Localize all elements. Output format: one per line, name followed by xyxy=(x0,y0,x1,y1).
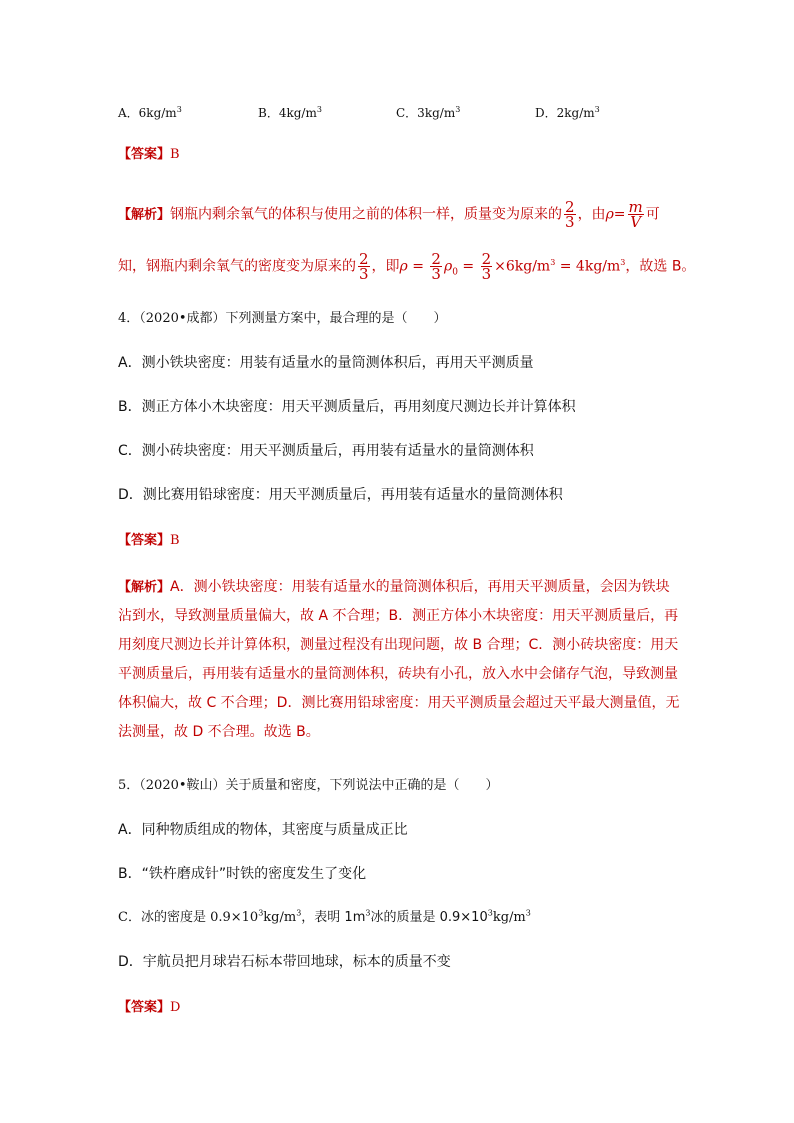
superscript: 3 xyxy=(365,908,371,918)
option-text: ，表明 1m xyxy=(301,910,366,925)
answer-value: B xyxy=(170,147,180,162)
answer-value: D xyxy=(170,1000,181,1015)
fraction-two-thirds: $\frac{2}{3}$ xyxy=(481,250,492,283)
option-text: C．冰的密度是 0.9×10 xyxy=(118,910,259,925)
analysis-text: = 4kg/m xyxy=(555,258,621,275)
answer-label: 【答案】 xyxy=(118,533,171,548)
q5-option-b: B．“铁杵磨成针”时铁的密度发生了变化 xyxy=(118,866,367,882)
q4-option-a: A．测小铁块密度：用装有适量水的量筒测体积后，再用天平测质量 xyxy=(118,355,534,371)
q5-stem: 5．（2020•鞍山）关于质量和密度，下列说法中正确的是（ ） xyxy=(118,778,499,793)
analysis-label: 【解析】 xyxy=(118,580,171,595)
q4-analysis-line-5: 体积偏大，故 C 不合理；D．测比赛用铅球密度：用天平测质量会超过天平最大测量值，无 xyxy=(118,695,680,711)
q4-option-b: B．测正方体小木块密度：用天平测质量后，再用刻度尺测边长并计算体积 xyxy=(118,399,576,415)
analysis-text: 知，钢瓶内剩余氧气的密度变为原来的 xyxy=(118,258,356,275)
q3-option-b: B．$4kg/m^3$ xyxy=(258,105,322,120)
answer-label: 【答案】 xyxy=(118,147,171,162)
q3-option-d: D．$2kg/m^3$ xyxy=(535,105,600,120)
option-text: kg/m xyxy=(263,910,297,925)
q5-option-d: D．宇航员把月球岩石标本带回地球，标本的质量不变 xyxy=(118,954,451,970)
superscript: 3 xyxy=(525,908,531,918)
superscript: 3 xyxy=(550,257,556,267)
superscript: 3 xyxy=(487,908,493,918)
q4-analysis-line-4: 平测质量后，再用装有适量水的量筒测体积，砖块有小孔，放入水中会储存气泡，导致测量 xyxy=(118,666,678,682)
superscript: 3 xyxy=(620,257,626,267)
q5-option-a: A．同种物质组成的物体，其密度与质量成正比 xyxy=(118,822,408,838)
rho-symbol: ρ xyxy=(605,206,614,223)
q3-option-a: A．$6kg/m^3$ xyxy=(118,105,182,120)
q3-option-c: C．$3kg/m^3$ xyxy=(396,105,461,120)
fraction-two-thirds: $\frac{2}{3}$ xyxy=(359,250,369,283)
analysis-label: 【解析】 xyxy=(118,207,171,223)
rho-symbol: ρ xyxy=(399,258,408,275)
subscript-zero: 0 xyxy=(452,267,458,278)
q4-analysis-line-6: 法测量，故 D 不合理。故选 B。 xyxy=(118,724,320,740)
analysis-text: ，由 xyxy=(577,206,606,223)
rho-zero-symbol: ρ xyxy=(443,258,453,275)
q4-analysis-line-3: 用刻度尺测边长并计算体积，测量过程没有出现问题，故 B 合理；C．测小砖块密度：用天 xyxy=(118,637,679,653)
q3-analysis-line-1 xyxy=(118,200,660,229)
answer-value: B xyxy=(170,533,180,548)
q4-option-d: D．测比赛用铅球密度：用天平测质量后，再用装有适量水的量筒测体积 xyxy=(118,487,563,503)
fraction-two-thirds: $\frac{2}{3}$ xyxy=(431,250,441,283)
superscript: 3 xyxy=(258,908,264,918)
superscript: 3 xyxy=(296,908,302,918)
q4-answer xyxy=(118,532,180,550)
fraction-two-thirds: $\frac{2}{3}$ xyxy=(565,198,575,231)
q4-option-c: C．测小砖块密度：用天平测质量后，再用装有适量水的量筒测体积 xyxy=(118,443,534,459)
q5-answer xyxy=(118,999,180,1017)
equals-sign: = xyxy=(613,206,626,223)
option-text: 冰的质量是 0.9×10 xyxy=(370,910,488,925)
analysis-text: ，故选 B。 xyxy=(625,258,696,275)
analysis-text: ，即 xyxy=(371,258,400,275)
fraction-m-over-v: $\frac{m}{V}$ xyxy=(628,198,643,231)
analysis-text: A．测小铁块密度：用装有适量水的量筒测体积后，再用天平测质量，会因为铁块 xyxy=(170,579,670,595)
q4-analysis-line-2: 沾到水，导致测量质量偏大，故 A 不合理；B．测正方体小木块密度：用天平测质量后，再 xyxy=(118,608,679,624)
option-text: kg/m xyxy=(492,910,526,925)
q5-option-c xyxy=(118,909,531,927)
q3-analysis-line-2: 知，钢瓶内剩余氧气的密度变为原来的 $\frac{2}{3}$ ，即ρ = $\frac{2}{3}$ $\rho_0$ = $\frac{2}{3}$ $\times 6kg/m^3 = 4kg/m^3$，故选 B。 xyxy=(118,250,696,283)
analysis-text: 钢瓶内剩余氧气的体积与使用之前的体积一样，质量变为原来的 xyxy=(170,206,563,223)
q3-answer xyxy=(118,146,180,164)
q4-analysis-line-1 xyxy=(118,578,670,597)
analysis-text: ×6kg/m xyxy=(494,258,551,275)
q4-stem: 4．（2020•成都）下列测量方案中，最合理的是（ ） xyxy=(118,311,447,326)
analysis-text: 可 xyxy=(645,206,660,223)
answer-label: 【答案】 xyxy=(118,1000,171,1015)
